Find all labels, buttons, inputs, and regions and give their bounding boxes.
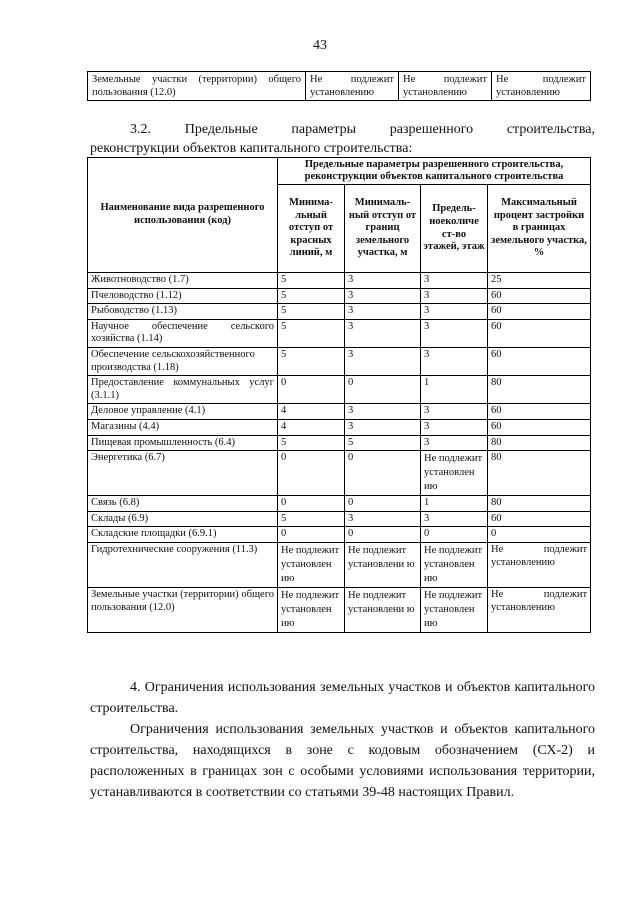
table-cell-name: Энергетика (6.7): [88, 451, 278, 496]
table-cell: 3: [421, 288, 488, 304]
column-header: Максимальный процент застройки в границах земельного участка, %: [488, 185, 591, 273]
heading-word: строительства,: [506, 122, 595, 137]
table-cell: Не подлежит установлен ию: [278, 587, 345, 632]
table-cell-name: Гидротехнические сооружения (11.3): [88, 542, 278, 587]
table-cell: 4: [278, 404, 345, 420]
table-row: [88, 587, 591, 632]
table-row: [88, 496, 591, 512]
table-cell: 25: [488, 273, 591, 289]
table-cell: 3: [421, 273, 488, 289]
section-heading-4: 4. Ограничения использования земельных участков и объектов капитального строительства.: [90, 680, 595, 716]
column-group-header: Предельные параметры разрешенного строительства, реконструкции объектов капитального строительства: [278, 158, 591, 185]
table-cell: 5: [278, 304, 345, 320]
section-body: Ограничения использования земельных участков и объектов капитального строительства, находящихся в зоне с кодовым обозначением (СХ-2) и расположенных в границах зон с особыми условиями использования территории, устанавливаются в соответствии со статьями 39-48 настоящих Правил.: [90, 722, 595, 800]
page-number: 43: [313, 38, 327, 53]
table-cell: 3: [345, 288, 421, 304]
table-cell: 80: [488, 376, 591, 404]
table-cell: 60: [488, 419, 591, 435]
table-cell: Не подлежит установлен ию: [421, 587, 488, 632]
table-cell: Не подлежит установлени ю: [345, 542, 421, 587]
table-cell: 0: [278, 527, 345, 543]
table-cell: 3: [421, 419, 488, 435]
table-cell: 3: [421, 511, 488, 527]
table-cell: 60: [488, 511, 591, 527]
table-row: [88, 72, 591, 101]
table-cell: 0: [421, 527, 488, 543]
table-cell: 3: [345, 319, 421, 347]
table-row: [88, 542, 591, 587]
table-cell: 5: [278, 511, 345, 527]
table-cell: 3: [345, 419, 421, 435]
table-cell-name: Складские площадки (6.9.1): [88, 527, 278, 543]
table-row: [88, 319, 591, 347]
table-cell: 5: [278, 435, 345, 451]
table-row: [88, 347, 591, 375]
table-cell-value: Не подлежит установлению: [492, 72, 591, 101]
table-cell: 3: [345, 304, 421, 320]
continuation-table: [87, 71, 591, 101]
heading-word: разрешенного: [389, 122, 474, 137]
table-cell: 4: [278, 419, 345, 435]
table-cell: 60: [488, 347, 591, 375]
column-header: Предель-ноеколиче ст-во этажей, этаж: [421, 185, 488, 273]
heading-word: Предельные: [184, 122, 258, 137]
table-cell: 5: [278, 319, 345, 347]
table-cell: 1: [421, 496, 488, 512]
table-cell: 5: [278, 273, 345, 289]
table-row: [88, 419, 591, 435]
table-cell-name: Предоставление коммунальных услуг (3.1.1): [88, 376, 278, 404]
table-cell: 60: [488, 288, 591, 304]
table-cell: 3: [421, 435, 488, 451]
table-cell: 1: [421, 376, 488, 404]
table-cell-value: Не подлежит установлению: [306, 72, 399, 101]
table-cell: 60: [488, 304, 591, 320]
table-cell: 0: [345, 376, 421, 404]
table-cell: 5: [278, 347, 345, 375]
section-number: 3.2.: [130, 122, 151, 137]
table-row: [88, 304, 591, 320]
table-cell: Не подлежит установлен ию: [278, 542, 345, 587]
table-cell: Не подлежит установлен ию: [421, 451, 488, 496]
table-cell-name: Земельные участки (территории) общего пользования (12.0): [88, 587, 278, 632]
table-cell: 3: [345, 273, 421, 289]
table-row: [88, 511, 591, 527]
table-cell: 0: [278, 451, 345, 496]
table-row: [88, 527, 591, 543]
column-header: Минималь-ный отступ от границ земельного участка, м: [345, 185, 421, 273]
section-4: [90, 677, 595, 803]
table-cell-name: Рыбоводство (1.13): [88, 304, 278, 320]
table-cell: Не подлежит установлению: [488, 542, 591, 587]
table-cell: 3: [421, 404, 488, 420]
table-cell: 3: [421, 347, 488, 375]
column-header-name: Наименование вида разрешенного использования (код): [88, 158, 278, 273]
table-cell: 0: [278, 376, 345, 404]
table-row: [88, 273, 591, 289]
table-cell: Не подлежит установлени ю: [345, 587, 421, 632]
table-cell: Не подлежит установлен ию: [421, 542, 488, 587]
table-row: [88, 435, 591, 451]
heading-word: параметры: [291, 122, 357, 137]
table-row: [88, 376, 591, 404]
table-cell-name: Пищевая промышленность (6.4): [88, 435, 278, 451]
table-cell-name: Животноводство (1.7): [88, 273, 278, 289]
table-cell-value: Не подлежит установлению: [399, 72, 492, 101]
table-cell-name: Деловое управление (4.1): [88, 404, 278, 420]
parameters-table: [87, 157, 591, 633]
table-cell-name: Земельные участки (территории) общего пользования (12.0): [88, 72, 306, 101]
table-cell: 3: [421, 319, 488, 347]
table-cell: 3: [345, 404, 421, 420]
table-cell: 0: [278, 496, 345, 512]
table-cell: 3: [345, 347, 421, 375]
table-cell-name: Научное обеспечение сельского хозяйства (1.14): [88, 319, 278, 347]
table-row: [88, 288, 591, 304]
table-cell: 5: [345, 435, 421, 451]
table-cell-name: Обеспечение сельскохозяйственного производства (1.18): [88, 347, 278, 375]
table-cell: 80: [488, 435, 591, 451]
table-cell: Не подлежит установлению: [488, 587, 591, 632]
table-cell: 0: [345, 496, 421, 512]
table-cell: 80: [488, 451, 591, 496]
table-cell: 60: [488, 319, 591, 347]
table-row: [88, 451, 591, 496]
table-cell: 3: [421, 304, 488, 320]
table-cell: 0: [345, 527, 421, 543]
section-heading-3-2: [90, 120, 595, 158]
table-cell-name: Склады (6.9): [88, 511, 278, 527]
column-header: Минима-льный отступ от красных линий, м: [278, 185, 345, 273]
table-cell: 0: [345, 451, 421, 496]
table-cell-name: Магазины (4.4): [88, 419, 278, 435]
heading-line: реконструкции объектов капитального строительства:: [90, 141, 413, 156]
table-cell: 5: [278, 288, 345, 304]
table-cell: 80: [488, 496, 591, 512]
table-cell: 0: [488, 527, 591, 543]
table-header-row: [88, 158, 591, 185]
table-cell: 3: [345, 511, 421, 527]
table-cell-name: Связь (6.8): [88, 496, 278, 512]
table-cell-name: Пчеловодство (1.12): [88, 288, 278, 304]
table-cell: 60: [488, 404, 591, 420]
table-row: [88, 404, 591, 420]
